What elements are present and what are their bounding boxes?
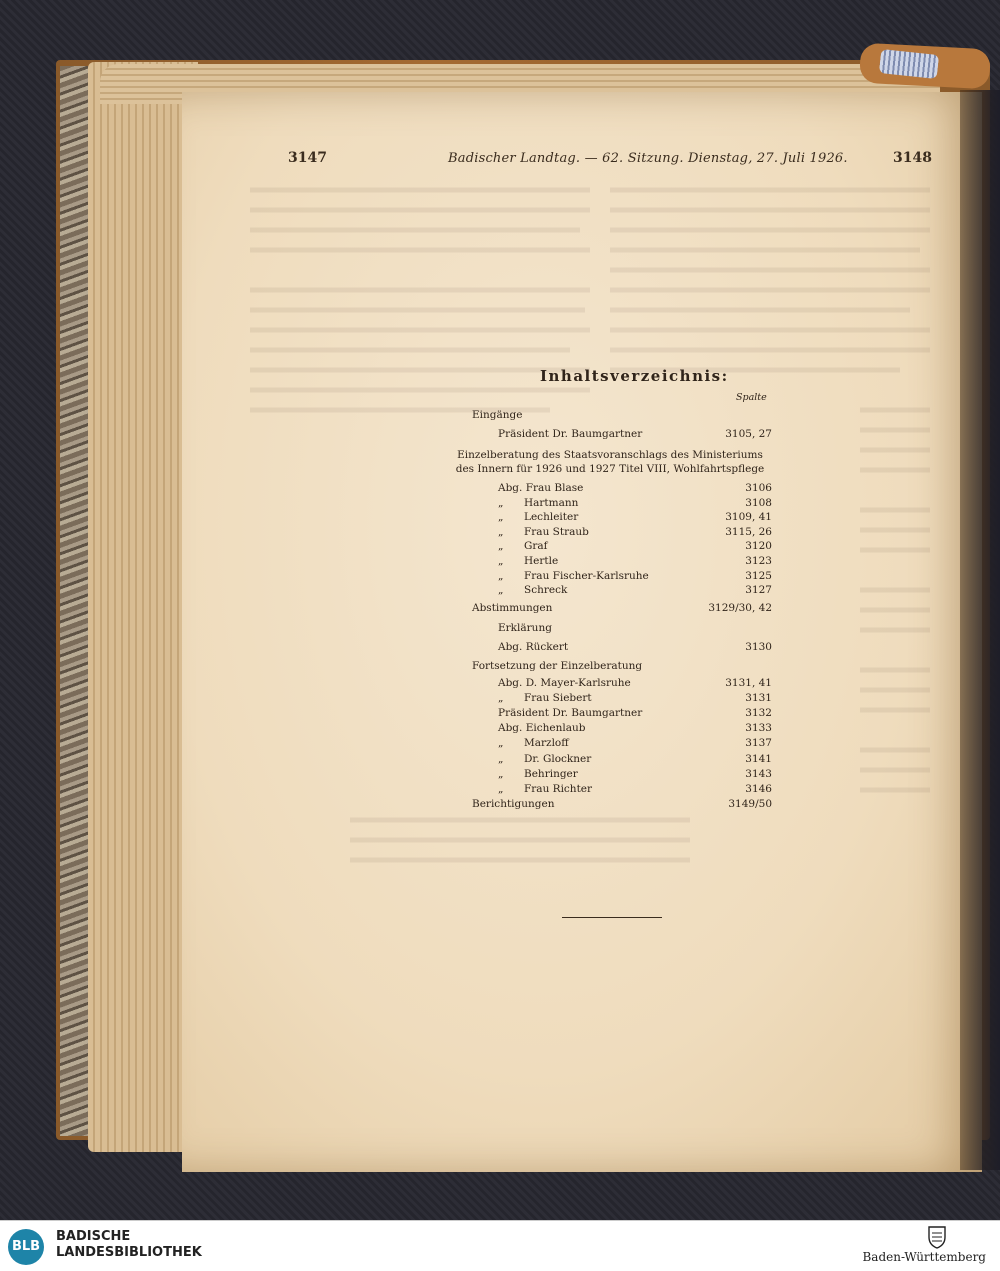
column-reference: 3131, 41	[725, 677, 772, 689]
speaker-name: Hertle	[524, 555, 559, 567]
speaker-name: Frau Fischer-Karlsruhe	[524, 569, 649, 582]
speaker-name: Frau Richter	[524, 782, 593, 795]
column-reference: 3143	[745, 767, 772, 780]
blb-name-line2: LANDESBIBLIOTHEK	[56, 1245, 202, 1260]
speaker-name: Graf	[524, 540, 548, 553]
closing-rule	[562, 917, 662, 918]
blb-logo[interactable]: BLB	[8, 1229, 44, 1265]
bw-name[interactable]: Baden-Württemberg	[862, 1250, 986, 1264]
crest-icon	[926, 1225, 948, 1249]
speaker-name: Dr. Glockner	[524, 752, 592, 765]
speaker-name: Abg. Eichenlaub	[498, 722, 586, 735]
speaker-name: Frau Siebert	[524, 692, 592, 705]
ditto-mark: „	[498, 540, 504, 553]
column-header: Spalte	[736, 392, 767, 403]
column-reference: 3109, 41	[725, 511, 772, 524]
footer-banner	[0, 1220, 1000, 1271]
ditto-mark: „	[498, 511, 504, 524]
column-reference: 3137	[745, 737, 772, 750]
blb-name-line1: BADISCHE	[56, 1229, 131, 1244]
toc-title: Inhaltsverzeichnis:	[540, 367, 729, 385]
ditto-mark: „	[498, 752, 504, 765]
speaker-name: Frau Straub	[524, 525, 589, 538]
speaker-name: Lechleiter	[524, 511, 579, 524]
ditto-mark: „	[498, 782, 504, 795]
toc-section-line-2: des Innern für 1926 und 1927 Titel VIII, Wohlfahrtspflege	[455, 463, 765, 475]
column-reference: 3146	[745, 782, 772, 795]
running-header	[288, 150, 932, 170]
ditto-mark: „	[498, 692, 504, 705]
column-reference: 3131	[745, 692, 772, 705]
marbled-edge	[60, 66, 88, 1136]
ditto-mark: „	[498, 737, 504, 750]
gutter-shadow	[960, 90, 1000, 1170]
speaker-name: Abg. D. Mayer-Karlsruhe	[498, 677, 631, 689]
speaker-name: Marzloff	[524, 737, 569, 750]
ditto-mark: „	[498, 496, 504, 509]
scan-image: 3147 Badischer Landtag. — 62. Sitzung. Dienstag, 27. Juli 1926. 3148 Inhaltsverzeichnis: Spalte Eingänge Präsident Dr. Baumgartner 3105, 27 Einzelberatung des Staatsvoranschlags des Ministeriums des Innern für 1926 und 1927 Titel VIII, Wohlfahrtspflege Abg. Frau Blase 3106 „ Hartmann 3108 „ Lechleiter 3109, 41 „ Frau Straub 3115, 26 „ Graf 3120 „ Hertle 3123 „ Frau Fischer-Karlsruhe 3125 „ Schreck 3127 Abstimmungen 3129/30, 42 Erklärung Abg. Rückert 3130 Fortsetzung der Einzelberatung Abg. D. Mayer-Karlsruhe 3131, 41 „ Frau Siebert 3131 Präsident Dr. Baumgartner 3132 Abg. Eichenlaub 3133 „ Marzloff 3137 „ Dr. Glockner 3141 „ Behringer 3143 „ Frau Richter 3146 Berichtigungen 3149/50	[0, 0, 1000, 1220]
speaker-name: Schreck	[524, 584, 568, 597]
toc-section-line-1: Einzelberatung des Staatsvoranschlags des Ministeriums	[457, 449, 763, 461]
column-reference: 3123	[745, 555, 772, 567]
ditto-mark: „	[498, 555, 504, 567]
column-reference: 3106	[745, 482, 772, 494]
speaker-name: Präsident Dr. Baumgartner	[498, 707, 643, 720]
ditto-mark: „	[498, 525, 504, 538]
column-reference: 3120	[745, 540, 772, 553]
header-title: Badischer Landtag. — 62. Sitzung. Dienstag, 27. Juli 1926.	[448, 151, 848, 166]
page-number-right: 3148	[893, 150, 932, 166]
ditto-mark: „	[498, 767, 504, 780]
blb-name[interactable]	[56, 1229, 202, 1261]
bleed-through-texture	[250, 180, 940, 880]
page-number-left: 3147	[288, 150, 327, 166]
speaker-name: Behringer	[524, 767, 578, 780]
column-reference: 3132	[745, 707, 772, 720]
column-reference: 3125	[745, 569, 772, 582]
column-reference: 3115, 26	[725, 525, 772, 538]
column-reference: 3127	[745, 584, 772, 597]
column-reference: 3141	[745, 752, 772, 765]
speaker-name: Abg. Frau Blase	[498, 482, 584, 494]
ditto-mark: „	[498, 569, 504, 582]
column-reference: 3133	[745, 722, 772, 735]
column-reference: 3108	[745, 496, 772, 509]
ditto-mark: „	[498, 584, 504, 597]
speaker-name: Hartmann	[524, 496, 579, 509]
